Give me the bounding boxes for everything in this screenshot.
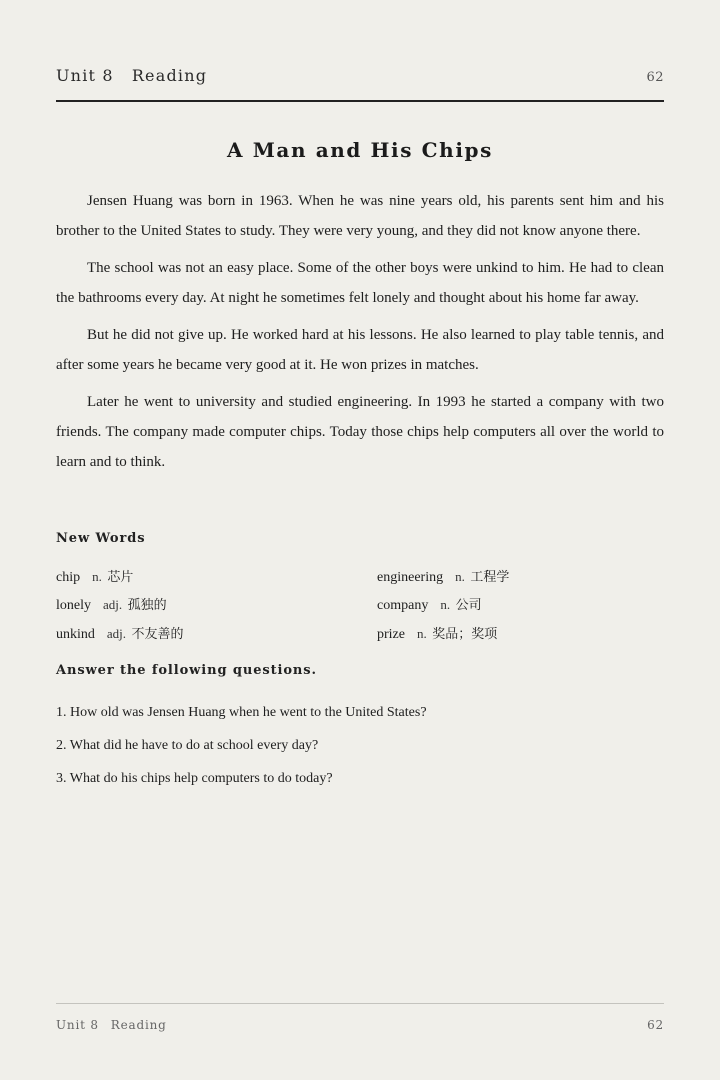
questions-heading: Answer the following questions.: [56, 663, 317, 678]
vocab-item: [56, 566, 133, 586]
question-item: 2. What did he have to do at school every day?: [56, 738, 319, 753]
vocab-meaning: 公司: [455, 598, 482, 613]
header-page-number: 62: [646, 70, 664, 85]
paragraph: The school was not an easy place. Some of the other boys were unkind to him. He had to clean the bathrooms every day. At night he sometimes felt lonely and thought about his home far away.: [56, 260, 664, 306]
vocab-word: engineering: [377, 570, 444, 585]
header-rule: [56, 100, 664, 102]
vocab-word: unkind: [56, 627, 95, 642]
lesson-title: A Man and His Chips: [227, 138, 493, 162]
vocab-word: chip: [56, 570, 81, 585]
vocab-item: [56, 623, 184, 643]
header-unit: Unit 8: [56, 66, 114, 85]
vocab-item: [377, 623, 497, 643]
page-header: [56, 66, 664, 90]
vocab-meaning: 奖品；奖项: [432, 627, 498, 642]
vocab-pos: n.: [416, 626, 427, 641]
vocab-word: company: [377, 598, 429, 613]
vocab-item: [377, 566, 509, 586]
new-words-heading: New Words: [56, 531, 146, 546]
footer-page-number: 62: [647, 1018, 664, 1032]
paragraph: Later he went to university and studied engineering. In 1993 he started a company with two friends. The company made computer chips. Today those chips help computers all over the world to learn and to think.: [56, 394, 664, 470]
vocab-pos: adj.: [106, 626, 127, 641]
vocab-word: lonely: [56, 598, 91, 613]
page-footer: [56, 1018, 664, 1032]
vocab-item: [377, 594, 482, 614]
textbook-page: [56, 0, 664, 1080]
paragraph: Jensen Huang was born in 1963. When he was nine years old, his parents sent him and his brother to the United States to study. They were very young, and they did not know anyone there.: [56, 193, 664, 239]
vocab-word: prize: [377, 627, 405, 642]
question-list: [56, 696, 664, 795]
reading-passage: [56, 186, 664, 484]
footer-section: Reading: [110, 1018, 167, 1032]
vocab-pos: n.: [440, 597, 451, 612]
footer-rule: [56, 1003, 664, 1004]
vocab-meaning: 工程学: [470, 570, 510, 585]
question-item: 1. How old was Jensen Huang when he went to the United States?: [56, 705, 427, 720]
question-item: 3. What do his chips help computers to do today?: [56, 771, 333, 786]
vocab-meaning: 不友善的: [131, 627, 184, 642]
header-unit-label: [56, 66, 207, 85]
paragraph: But he did not give up. He worked hard at his lessons. He also learned to play table tennis, and after some years he became very good at it. He won prizes in matches.: [56, 327, 664, 373]
header-section: Reading: [131, 66, 208, 85]
vocab-meaning: 芯片: [107, 570, 134, 585]
vocab-item: [56, 594, 167, 614]
vocab-pos: adj.: [103, 597, 123, 612]
vocab-meaning: 孤独的: [127, 598, 167, 613]
vocab-pos: n.: [455, 569, 465, 584]
vocab-pos: n.: [92, 569, 102, 584]
footer-unit: Unit 8: [56, 1018, 99, 1032]
